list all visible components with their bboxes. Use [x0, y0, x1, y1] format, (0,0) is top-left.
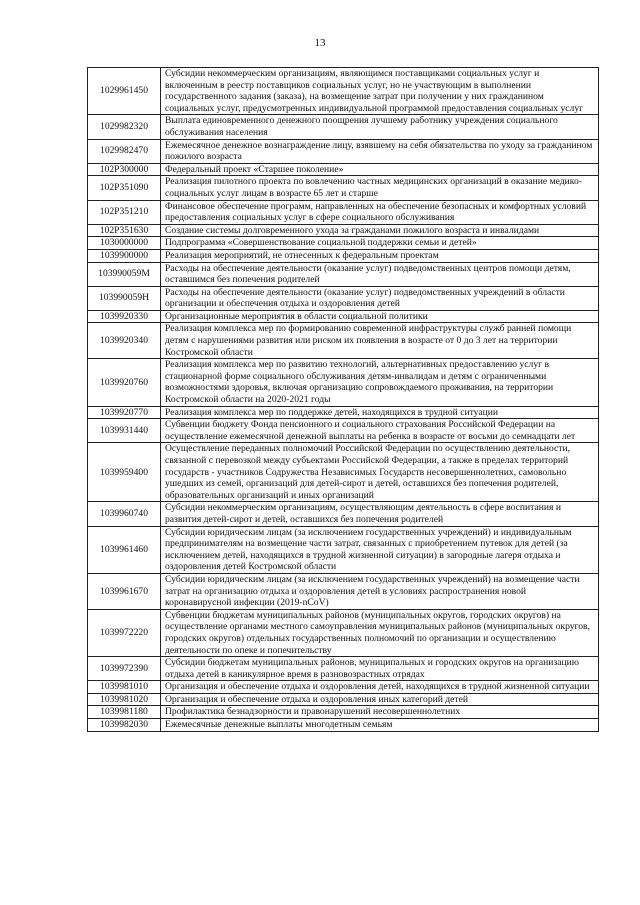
- row-description: Субвенции бюджетам муниципальных районов (муниципальных округов, городских округов) на осуществление органами местного самоуправления муниципальных районов (муниципальных округов, городских округов) отдельных государственных полномочий по организации и осуществлению деятельности по опеке и попечительству: [161, 609, 599, 656]
- row-description: Реализация мероприятий, не отнесенных к федеральным проектам: [161, 249, 599, 262]
- row-code: 1039972220: [88, 609, 161, 656]
- row-code: 1039981020: [88, 693, 161, 706]
- row-code: 1039920340: [88, 323, 161, 359]
- table-row: [88, 502, 599, 526]
- table-row: [88, 693, 599, 706]
- table-row: [88, 237, 599, 250]
- table-row: [88, 706, 599, 719]
- table-row: [88, 262, 599, 286]
- table-row: [88, 310, 599, 323]
- table-row: [88, 115, 599, 139]
- row-code: 1039920770: [88, 406, 161, 419]
- table-row: [88, 200, 599, 224]
- row-code: 1039982030: [88, 719, 161, 732]
- table-row: [88, 573, 599, 609]
- row-code: 1029982470: [88, 139, 161, 163]
- table-row: [88, 526, 599, 573]
- row-description: Организационные мероприятия в области социальной политики: [161, 310, 599, 323]
- row-code: 102P300000: [88, 163, 161, 176]
- row-description: Субсидии бюджетам муниципальных районов, муниципальных и городских округов на организацию отдыха детей в каникулярное время в разновозрастных отрядах: [161, 657, 599, 681]
- row-code: 1039931440: [88, 419, 161, 443]
- row-code: 102P351210: [88, 200, 161, 224]
- row-description: Ежемесячные денежные выплаты многодетным семьям: [161, 719, 599, 732]
- row-description: Реализация комплекса мер по поддержке детей, находящихся в трудной ситуации: [161, 406, 599, 419]
- row-description: Субсидии некоммерческим организациям, осуществляющим деятельность в сфере воспитания и развития детей-сирот и детей, оставшихся без попечения родителей: [161, 502, 599, 526]
- row-description: Подпрограмма «Совершенствование социальной поддержки семьи и детей»: [161, 237, 599, 250]
- page-number: 13: [314, 37, 326, 49]
- row-description: Ежемесячное денежное вознаграждение лицу, взявшему на себя обязательства по уходу за гражданином пожилого возраста: [161, 139, 599, 163]
- budget-codes-table: [87, 67, 599, 732]
- row-code: 1039960740: [88, 502, 161, 526]
- row-code: 1039972390: [88, 657, 161, 681]
- row-code: 1039920330: [88, 310, 161, 323]
- row-description: Создание системы долговременного ухода за гражданами пожилого возраста и инвалидами: [161, 224, 599, 237]
- table-row: [88, 681, 599, 694]
- table-row: [88, 719, 599, 732]
- row-description: Субсидии юридическим лицам (за исключением государственных учреждений) и индивидуальным предпринимателям на возмещение части затрат, связанных с приобретением путевок для детей (за исключением детей, находящихся в трудной жизненной ситуации) в загородные лагеря отдыха и оздоровления детей Костромской области: [161, 526, 599, 573]
- row-description: Выплата единовременного денежного поощрения лучшему работнику учреждения социального обслуживания населения: [161, 115, 599, 139]
- row-code: 1030000000: [88, 237, 161, 250]
- row-code: 102P351630: [88, 224, 161, 237]
- row-description: Субвенции бюджету Фонда пенсионного и социального страхования Российской Федерации на осуществление ежемесячной денежной выплаты на ребенка в возрасте от восьми до семнадцати лет: [161, 419, 599, 443]
- row-description: Осуществление переданных полномочий Российской Федерации по осуществлению деятельности, связанной с перевозкой между субъектами Российской Федерации, а также в пределах территорий государств - участников Содружества Независимых Государств несовершеннолетних, самовольно ушедших из семей, организаций для детей-сирот и детей, оставшихся без попечения родителей, образовательных организаций и иных организаций: [161, 443, 599, 502]
- row-code: 1039959400: [88, 443, 161, 502]
- table-row: [88, 249, 599, 262]
- row-code: 103990059М: [88, 262, 161, 286]
- table-row: [88, 286, 599, 310]
- table-row: [88, 163, 599, 176]
- table-row: [88, 323, 599, 359]
- row-description: Реализация пилотного проекта по вовлечению частных медицинских организаций в оказание медико-социальных услуг лицам в возрасте 65 лет и старше: [161, 176, 599, 200]
- row-description: Профилактика безнадзорности и правонарушений несовершеннолетних: [161, 706, 599, 719]
- table-row: [88, 176, 599, 200]
- table-row: [88, 68, 599, 115]
- row-description: Субсидии юридическим лицам (за исключением государственных учреждений) на возмещение части затрат на организацию отдыха и оздоровления детей в условиях распространения новой коронавирусной инфекции (2019-nCoV): [161, 573, 599, 609]
- table-row: [88, 419, 599, 443]
- table-row: [88, 359, 599, 406]
- row-description: Организация и обеспечение отдыха и оздоровления иных категорий детей: [161, 693, 599, 706]
- table-row: [88, 657, 599, 681]
- row-description: Реализация комплекса мер по формированию современной инфраструктуры служб ранней помощи детям с нарушениями развития или риском их появления в возрасте от 0 до 3 лет на территории Костромской области: [161, 323, 599, 359]
- row-code: 1039961670: [88, 573, 161, 609]
- row-code: 1039920760: [88, 359, 161, 406]
- row-description: Субсидии некоммерческим организациям, являющимся поставщиками социальных услуг и включенным в реестр поставщиков социальных услуг, но не участвующим в выполнении государственного задания (заказа), на возмещение затрат при получении у них гражданином социальных услуг, предусмотренных индивидуальной программой предоставления социальных услуг: [161, 68, 599, 115]
- table-row: [88, 609, 599, 656]
- row-code: 1039981010: [88, 681, 161, 694]
- row-code: 102P351090: [88, 176, 161, 200]
- row-description: Расходы на обеспечение деятельности (оказание услуг) подведомственных учреждений в области организации и обеспечения отдыха и оздоровления детей: [161, 286, 599, 310]
- row-code: 103990059Н: [88, 286, 161, 310]
- row-description: Финансовое обеспечение программ, направленных на обеспечение безопасных и комфортных условий предоставления социальных услуг в сфере социального обслуживания: [161, 200, 599, 224]
- row-code: 1039981180: [88, 706, 161, 719]
- row-code: 1039900000: [88, 249, 161, 262]
- row-code: 1029982320: [88, 115, 161, 139]
- row-description: Федеральный проект «Старшее поколение»: [161, 163, 599, 176]
- row-code: 1029961450: [88, 68, 161, 115]
- row-code: 1039961460: [88, 526, 161, 573]
- row-description: Расходы на обеспечение деятельности (оказание услуг) подведомственных центров помощи детям, оставшимся без попечения родителей: [161, 262, 599, 286]
- row-description: Реализация комплекса мер по развитию технологий, альтернативных предоставлению услуг в стационарной форме социального обслуживания детям-инвалидам и детям с ограниченными возможностями здоровья, включая организацию сопровождаемого проживания, на территории Костромской области на 2020-2021 годы: [161, 359, 599, 406]
- row-description: Организация и обеспечение отдыха и оздоровления детей, находящихся в трудной жизненной ситуации: [161, 681, 599, 694]
- table-row: [88, 406, 599, 419]
- table-row: [88, 224, 599, 237]
- table-row: [88, 139, 599, 163]
- table-row: [88, 443, 599, 502]
